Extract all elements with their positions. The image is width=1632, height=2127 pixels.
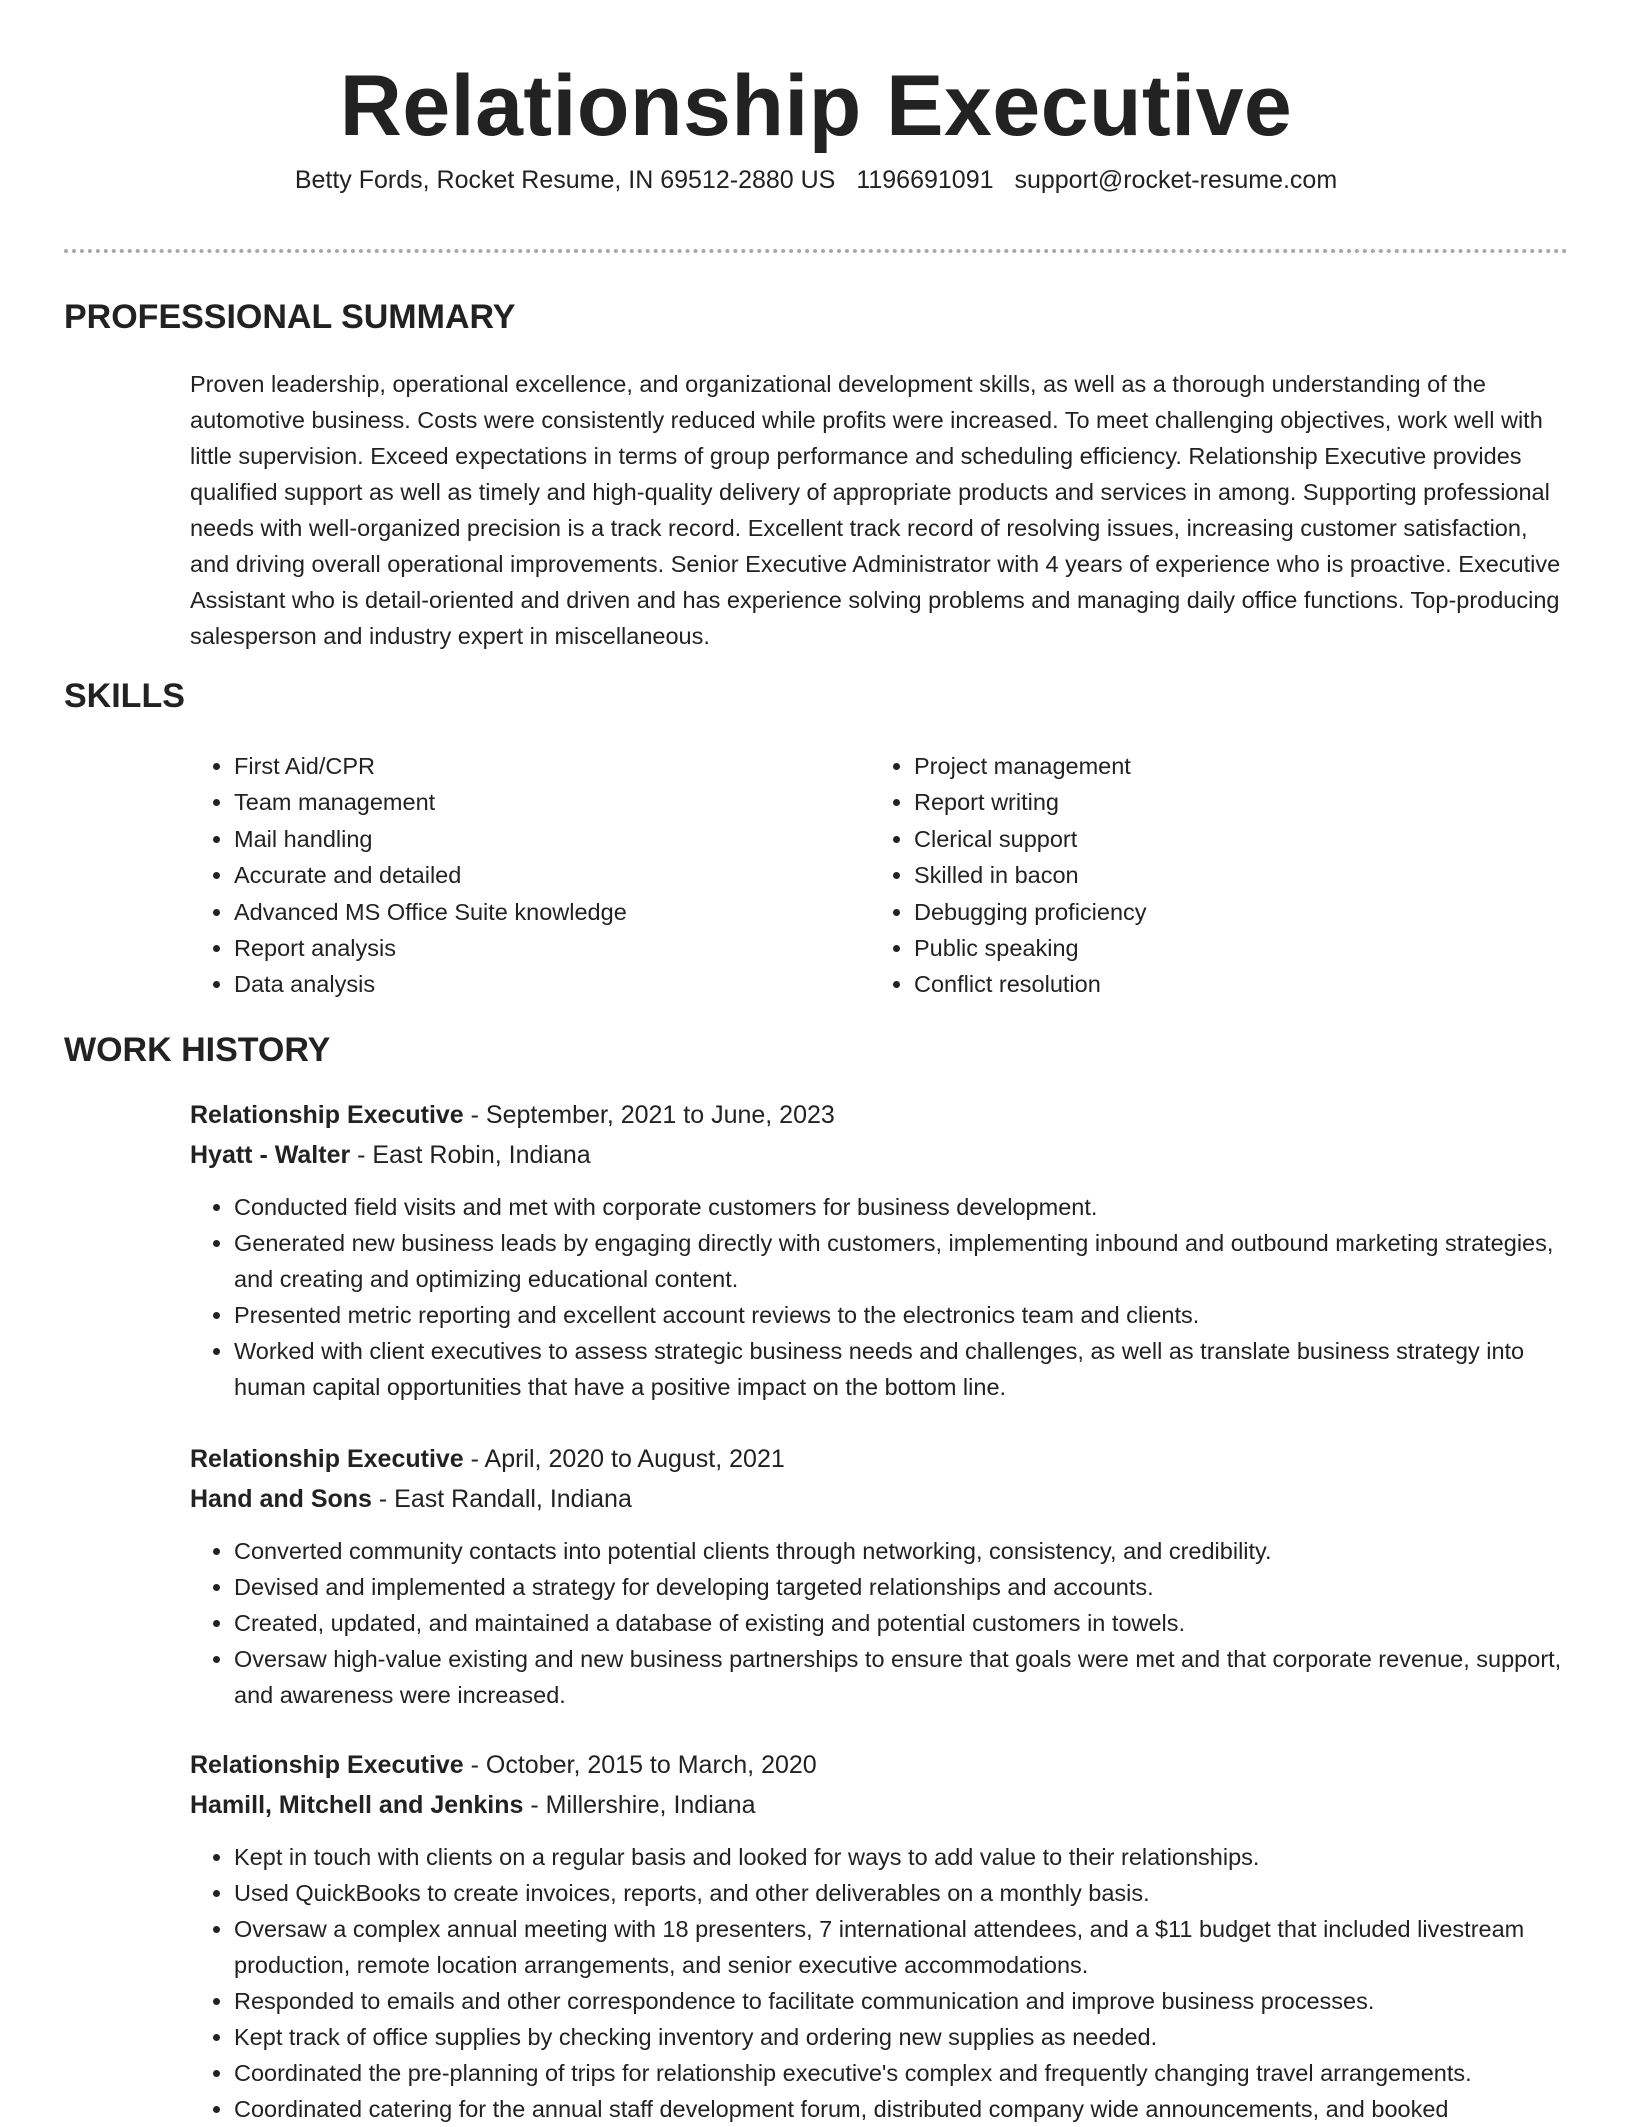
job-dates: - April, 2020 to August, 2021 xyxy=(463,1445,785,1473)
job-bullet: • Conducted field visits and met with corporate customers for business development. xyxy=(234,1189,1570,1225)
skill-item: • Report analysis xyxy=(234,930,870,966)
job-company-line xyxy=(190,1785,1570,1825)
job-bullet: • Responded to emails and other correspondence to facilitate communication and improve business processes. xyxy=(234,1983,1570,2019)
job-title-line xyxy=(190,1745,1570,1785)
skill-item: • Conflict resolution xyxy=(914,966,1550,1002)
job-bullet: • Converted community contacts into potential clients through networking, consistency, and credibility. xyxy=(234,1533,1570,1569)
skills-list-left xyxy=(190,748,870,1003)
job-role: Relationship Executive xyxy=(190,1101,464,1129)
resume-page xyxy=(64,0,1568,2122)
job-title-line xyxy=(190,1439,1570,1479)
job-bullet: • Generated new business leads by engaging directly with customers, implementing inbound and outbound marketing strategies, and creating and optimizing educational content. xyxy=(234,1225,1570,1297)
job-bullet: • Kept in touch with clients on a regular basis and looked for ways to add value to their relationships. xyxy=(234,1839,1570,1875)
contact-line xyxy=(64,164,1568,196)
skill-item: • Advanced MS Office Suite knowledge xyxy=(234,894,870,930)
skills-list-right xyxy=(870,748,1550,1003)
job-bullet: • Created, updated, and maintained a database of existing and potential customers in towels. xyxy=(234,1605,1570,1641)
skill-item: • Public speaking xyxy=(914,930,1550,966)
skill-item: • Report writing xyxy=(914,784,1550,820)
job-company: Hamill, Mitchell and Jenkins xyxy=(190,1791,524,1819)
job-bullets xyxy=(190,1189,1570,1405)
job-bullet: • Kept track of office supplies by checking inventory and ordering new supplies as needed. xyxy=(234,2019,1570,2055)
skills-columns xyxy=(190,748,1570,1003)
job-role: Relationship Executive xyxy=(190,1751,464,1779)
job-location: - East Randall, Indiana xyxy=(371,1485,632,1513)
skill-item: • Team management xyxy=(234,784,870,820)
job-title-line xyxy=(190,1095,1570,1135)
work-history-heading: WORK HISTORY xyxy=(64,1031,331,1069)
job-bullet: • Coordinated catering for the annual staff development forum, distributed company wide announcements, and booked xyxy=(234,2091,1570,2127)
job-bullet: • Used QuickBooks to create invoices, reports, and other deliverables on a monthly basis. xyxy=(234,1875,1570,1911)
contact-address: Betty Fords, Rocket Resume, IN 69512-2880 US xyxy=(294,166,836,194)
contact-email: support@rocket-resume.com xyxy=(1014,166,1338,194)
job-company: Hyatt - Walter xyxy=(190,1141,351,1169)
job-bullet: • Devised and implemented a strategy for developing targeted relationships and accounts. xyxy=(234,1569,1570,1605)
job-company-line xyxy=(190,1135,1570,1175)
job-company-line xyxy=(190,1479,1570,1519)
job-bullet: • Oversaw a complex annual meeting with 18 presenters, 7 international attendees, and a $11 budget that included livestream production, remote location arrangements, and senior executive accommodations. xyxy=(234,1911,1570,1983)
job-entry xyxy=(190,1745,1570,2127)
job-company: Hand and Sons xyxy=(190,1485,372,1513)
skill-item: • Debugging proficiency xyxy=(914,894,1550,930)
job-bullets xyxy=(190,1839,1570,2127)
contact-phone: 1196691091 xyxy=(856,166,994,194)
job-entry xyxy=(190,1439,1570,1713)
skill-item: • Accurate and detailed xyxy=(234,857,870,893)
job-location: - East Robin, Indiana xyxy=(350,1141,591,1169)
skill-item: • Project management xyxy=(914,748,1550,784)
skill-item: • Mail handling xyxy=(234,821,870,857)
job-role: Relationship Executive xyxy=(190,1445,464,1473)
job-entry xyxy=(190,1095,1570,1405)
resume-name: Relationship Executive xyxy=(339,58,1293,154)
header-divider xyxy=(64,249,1568,253)
skills-heading: SKILLS xyxy=(64,677,185,715)
job-bullet: • Coordinated the pre-planning of trips for relationship executive's complex and frequently changing travel arrangements. xyxy=(234,2055,1570,2091)
skill-item: • First Aid/CPR xyxy=(234,748,870,784)
job-dates: - September, 2021 to June, 2023 xyxy=(463,1101,835,1129)
skill-item: • Clerical support xyxy=(914,821,1550,857)
job-bullet: • Presented metric reporting and excellent account reviews to the electronics team and clients. xyxy=(234,1297,1570,1333)
summary-heading: PROFESSIONAL SUMMARY xyxy=(64,298,516,336)
job-dates: - October, 2015 to March, 2020 xyxy=(463,1751,817,1779)
job-bullet: • Oversaw high-value existing and new business partnerships to ensure that goals were met and that corporate revenue, support, and awareness were increased. xyxy=(234,1641,1570,1713)
skill-item: • Data analysis xyxy=(234,966,870,1002)
job-bullet: • Worked with client executives to assess strategic business needs and challenges, as well as translate business strategy into human capital opportunities that have a positive impact on the bottom line. xyxy=(234,1333,1570,1405)
job-location: - Millershire, Indiana xyxy=(523,1791,756,1819)
skill-item: • Skilled in bacon xyxy=(914,857,1550,893)
job-bullets xyxy=(190,1533,1570,1713)
summary-text: Proven leadership, operational excellence, and organizational development skills, as well as a thorough understanding of the automotive business. Costs were consistently reduced while profits were increased. To meet challenging objectives, work well with little supervision. Exceed expectations in terms of group performance and scheduling efficiency. Relationship Executive provides qualified support as well as timely and high-quality delivery of appropriate products and services in among. Supporting professional needs with well-organized precision is a track record. Excellent track record of resolving issues, increasing customer satisfaction, and driving overall operational improvements. Senior Executive Administrator with 4 years of experience who is proactive. Executive Assistant who is detail-oriented and driven and has experience solving problems and managing daily office functions. Top-producing salesperson and industry expert in miscellaneous. xyxy=(190,371,1561,649)
